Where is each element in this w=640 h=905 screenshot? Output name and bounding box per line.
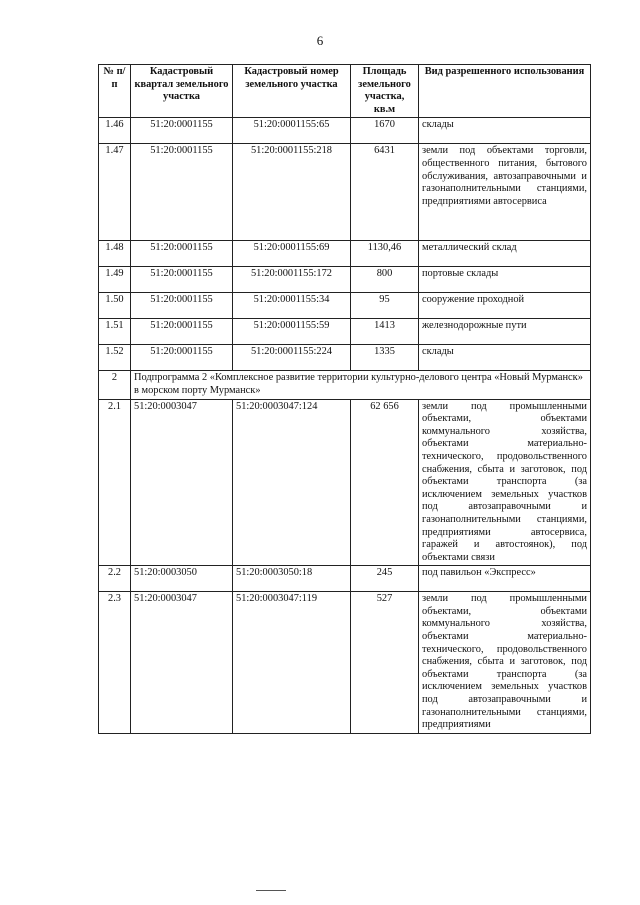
row-area: 62 656: [351, 399, 419, 566]
row-quarter: 51:20:0001155: [131, 267, 233, 293]
table-row: [99, 592, 591, 734]
table-row: [99, 345, 591, 371]
row-num: 1.51: [99, 319, 131, 345]
row-num: 1.48: [99, 241, 131, 267]
row-num: 1.50: [99, 293, 131, 319]
table-row: [99, 399, 591, 566]
row-area: 95: [351, 293, 419, 319]
row-area: 1413: [351, 319, 419, 345]
row-area: 1670: [351, 118, 419, 144]
row-quarter: 51:20:0003047: [131, 399, 233, 566]
row-quarter: 51:20:0003047: [131, 592, 233, 734]
page-number: 6: [316, 33, 324, 48]
row-area: 245: [351, 566, 419, 592]
row-cadastral-number: 51:20:0001155:172: [233, 267, 351, 293]
table-row: [99, 566, 591, 592]
header-cadastral-number: Кадастровый номер земельного участка: [233, 65, 351, 118]
table-row: [99, 267, 591, 293]
row-permitted-use: склады: [419, 345, 591, 371]
header-area: Площадь земельного участка, кв.м: [351, 65, 419, 118]
row-cadastral-number: 51:20:0003047:119: [233, 592, 351, 734]
row-quarter: 51:20:0001155: [131, 345, 233, 371]
row-quarter: 51:20:0001155: [131, 144, 233, 241]
row-permitted-use: земли под промышленными объектами, объектами коммунального хозяйства, объектами материально-технического, продовольственного снабжения, сбыта и заготовок, под объектами транспорта (за исключением земельных участков под автозаправочными и газонаполнительными станциями, предприятиями: [419, 592, 591, 734]
header-permitted-use: Вид разрешенного использования: [419, 65, 591, 118]
footer-divider: [256, 890, 286, 891]
row-quarter: 51:20:0001155: [131, 293, 233, 319]
table-row: [99, 144, 591, 241]
row-num: 2.1: [99, 399, 131, 566]
row-area: 527: [351, 592, 419, 734]
row-permitted-use: сооружение проходной: [419, 293, 591, 319]
header-quarter: Кадастровый квартал земельного участка: [131, 65, 233, 118]
land-plots-table: [98, 64, 591, 734]
row-num: 1.46: [99, 118, 131, 144]
row-permitted-use: склады: [419, 118, 591, 144]
row-permitted-use: металлический склад: [419, 241, 591, 267]
row-permitted-use: земли под объектами торговли, общественного питания, бытового обслуживания, автозаправочными и газонаполнительными станциями, предприятиями автосервиса: [419, 144, 591, 241]
row-permitted-use: железнодорожные пути: [419, 319, 591, 345]
subprogram-row: [99, 371, 591, 399]
table-header-row: [99, 65, 591, 118]
table-row: [99, 319, 591, 345]
row-permitted-use: земли под промышленными объектами, объектами коммунального хозяйства, объектами материально-технического, продовольственного снабжения, сбыта и заготовок, под объектами транспорта (за исключением земельных участков под автозаправочными и газонаполнительными станциями, предприятиями автосервиса, гаражей и автостоянок), под объектами связи: [419, 399, 591, 566]
row-permitted-use: под павильон «Экспресс»: [419, 566, 591, 592]
row-area: 1335: [351, 345, 419, 371]
header-num: № п/п: [99, 65, 131, 118]
row-quarter: 51:20:0001155: [131, 241, 233, 267]
row-num: 2.3: [99, 592, 131, 734]
row-cadastral-number: 51:20:0001155:59: [233, 319, 351, 345]
table-row: [99, 241, 591, 267]
row-cadastral-number: 51:20:0001155:65: [233, 118, 351, 144]
subprogram-title: Подпрограмма 2 «Комплексное развитие территории культурно-делового центра «Новый Мурманск» в морском порту Мурманск»: [131, 371, 591, 399]
row-quarter: 51:20:0001155: [131, 118, 233, 144]
row-area: 800: [351, 267, 419, 293]
row-area: 1130,46: [351, 241, 419, 267]
row-num: 1.49: [99, 267, 131, 293]
row-cadastral-number: 51:20:0003050:18: [233, 566, 351, 592]
row-num: 1.47: [99, 144, 131, 241]
row-cadastral-number: 51:20:0001155:69: [233, 241, 351, 267]
row-area: 6431: [351, 144, 419, 241]
table-row: [99, 293, 591, 319]
row-cadastral-number: 51:20:0001155:218: [233, 144, 351, 241]
subprogram-num: 2: [99, 371, 131, 399]
row-num: 1.52: [99, 345, 131, 371]
row-num: 2.2: [99, 566, 131, 592]
row-quarter: 51:20:0003050: [131, 566, 233, 592]
row-cadastral-number: 51:20:0003047:124: [233, 399, 351, 566]
row-cadastral-number: 51:20:0001155:224: [233, 345, 351, 371]
row-quarter: 51:20:0001155: [131, 319, 233, 345]
row-permitted-use: портовые склады: [419, 267, 591, 293]
row-cadastral-number: 51:20:0001155:34: [233, 293, 351, 319]
table-row: [99, 118, 591, 144]
